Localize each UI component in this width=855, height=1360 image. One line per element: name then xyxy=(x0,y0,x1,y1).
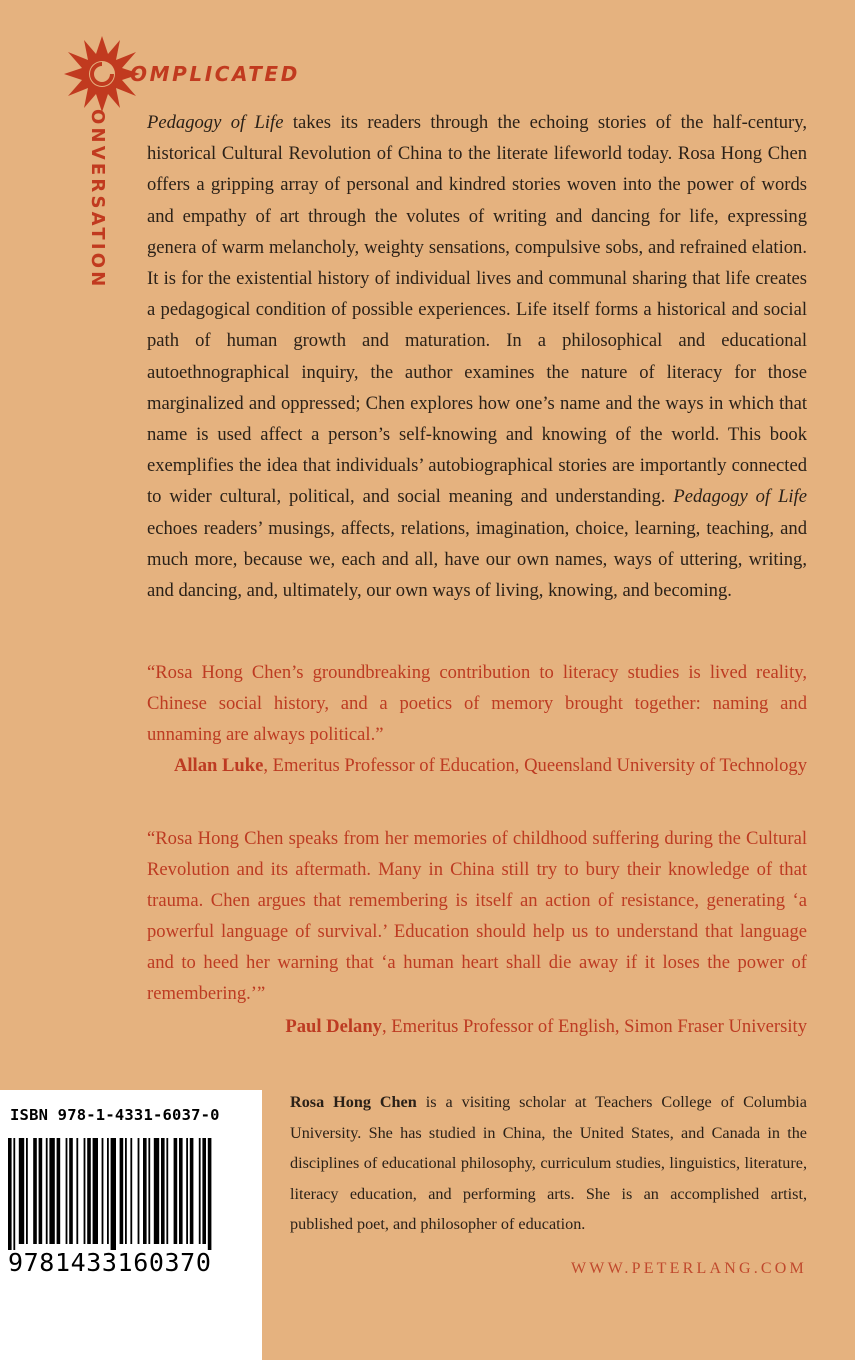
isbn-label: ISBN 978-1-4331-6037-0 xyxy=(10,1106,220,1124)
endorsement-quote-2: “Rosa Hong Chen speaks from her memories of childhood suffering during the Cultural Revolution and its aftermath. Many in China still try to bury their knowledge of that trauma. Chen argues that remembering is itself an action of resistance, generating ‘a powerful language of survival.’ Education should help us to understand that language and to heed her warning that ‘a human heart shall die away if it loses the power of remembering.’” xyxy=(147,828,807,1004)
publisher-website: WWW.PETERLANG.COM xyxy=(570,1260,807,1277)
barcode-bars-icon xyxy=(8,1138,254,1250)
endorsement-attribution-1 xyxy=(174,750,807,781)
book-title-2: Pedagogy of Life xyxy=(673,486,807,508)
author-bio xyxy=(290,1087,807,1240)
barcode-box xyxy=(0,1090,262,1360)
description-text-2: echoes readers’ musings, affects, relations, imagination, choice, learning, teaching, and much more, because we, each and all, have our own names, ways of uttering, writing, and dancing, and, ultimately, our own ways of living, knowing, and becoming. xyxy=(147,517,807,602)
author-name: Rosa Hong Chen xyxy=(290,1093,417,1111)
description-text-1: takes its readers through the echoing stories of the half-century, historical Cultural Revolution of China to the literate lifeworld today. Rosa Hong Chen offers a gripping array of personal and kindred stories woven into the power of words and empathy of art through the volutes of writing and dancing for life, expressing genera of warm melancholy, weighty sensations, compulsive sobs, and refrained elation. It is for the existential history of individual lives and communal sharing that life creates a pedagogical condition of possible experiences. Life itself forms a historical and social path of human growth and maturation. In a philosophical and educational autoethnographical inquiry, the author examines the nature of literacy for those marginalized and oppressed; Chen explores how one’s name and the ways in which that name is used affect a person’s self-knowing and knowing of the world. This book exemplifies the idea that individuals’ autobiographical stories are importantly connected to wider cultural, political, and social meaning and understanding. xyxy=(147,112,807,508)
endorser-name-2: Paul Delany xyxy=(285,1016,382,1037)
endorsement-quote-1: “Rosa Hong Chen’s groundbreaking contribution to literacy studies is lived reality, Chinese social history, and a poetics of memory brought together: naming and unnaming are always political.” xyxy=(147,662,807,745)
barcode-digits: 9781433160370 xyxy=(8,1248,212,1277)
book-title: Pedagogy of Life xyxy=(147,112,284,133)
endorser-name-1: Allan Luke xyxy=(173,755,264,776)
endorsement-attribution-2 xyxy=(285,1011,807,1042)
author-bio-text: is a visiting scholar at Teachers College of Columbia University. She has studied in China, the United States, and Canada in the disciplines of educational philosophy, curriculum studies, linguistics, literature, literacy education, and performing arts. She is an accomplished artist, published poet, and philosopher of education. xyxy=(290,1093,807,1233)
logo-word-conversation: ONVERSATION xyxy=(87,109,108,290)
logo-word-complicated: OMPLICATED xyxy=(130,62,300,86)
endorser-affiliation-1: , Emeritus Professor of Education, Queensland University of Technology xyxy=(263,755,807,776)
endorser-affiliation-2: , Emeritus Professor of English, Simon Fraser University xyxy=(381,1016,807,1037)
book-description xyxy=(147,107,807,606)
